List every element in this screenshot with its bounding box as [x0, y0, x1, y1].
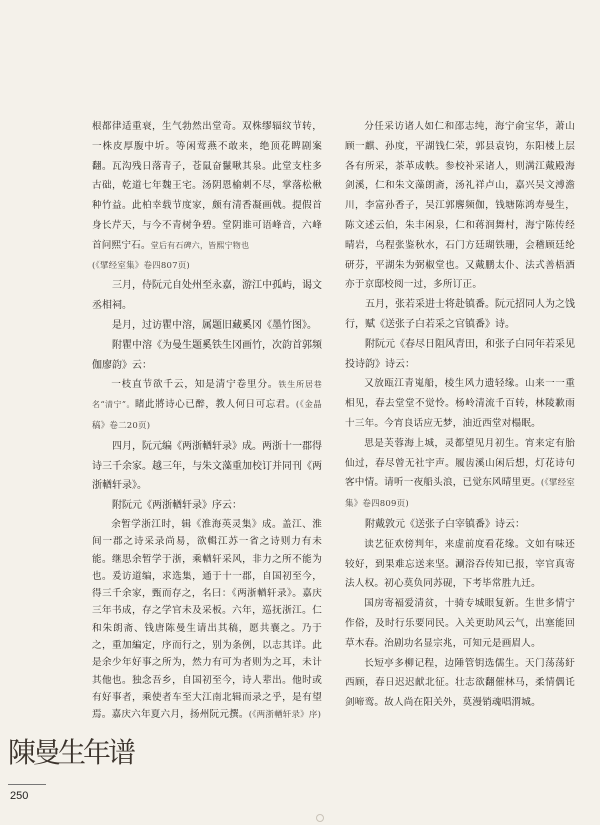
dai-poem-1: 读艺征欢傍判年，来虚前度看花缘。文如有味还较好，到果难忘送来坚。涮浴吞传知已报，宰官真寄法人权。初心莫负同苏砚，下考毕常胜九迁。 — [345, 538, 575, 590]
preface-text: 余暂学浙江时，辑《淮海英灵集》成。盖江、淮间一郡之诗采录尚易，欲輯江苏一省之诗则力有未能。继思余暂学于浙，乘輶轩采风，非力之所不能为也。爰访道编，求选集，通于十一郡，自国初至今，得三千余家，甄而存之，名曰：《两浙輶轩录》。嘉庆三年书成，存之学官未及采板。六年，巡抚浙江。仁和朱朗斋、钱唐陈曼生请出其稿，愿共襄之。乃于之，重加編定，序而行之，别为条例，以志其详。此是余少年好事之所为，然力有可为者则为之耳，未计其他也。独念吾乡，自国初至今，诗人辈出。他时或有好事者，乘使者车至大江南北辑而录之乎，是有望焉。嘉庆六年夏六月，扬州阮元撰。(《两浙輶轩录》序) — [92, 518, 322, 721]
ruan-poem-1: 又放瓯江青嵬船，棱生风力遗轻缘。山来一一重相见，春去堂堂不觉怜。杨岭清流千百转，林陵歉雨十三年。今宵良话应无梦，油近西堂对榻眠。 — [345, 378, 575, 429]
paragraph-ruan-poem-intro: 附阮元《春尽日阻风青田，和张子白同年若采见投诗韵》诗云： — [345, 338, 575, 370]
paragraph-may: 五月，张若采进士将赴镇番。阮元招同人为之饯行，赋《送张子白若采之官镇番》诗。 — [345, 299, 575, 330]
paragraph-qu-poem-intro: 附瞿中溶《为曼生题奚铁生冈画竹，次韵首郭频伽廖韵》云： — [92, 339, 322, 371]
poem-continuation: 根都律适重衰，生气勃然出堂奇。双株缪辐纹节转，一株皮厚腹中圻。等闲莺燕不敢来，绝顶花睥剧案翻。瓦沟残日落青子，苍鼠奋鬣啾其泉。此堂支柱多古础，乾道七年魏王宅。汤阴恩榆刺不尽，掌落松楸种竹益。此柏幸载节度家，颇有清香凝画戟。提假首身长芹天，与今不青树争碧。堂阴谁可语峰音，六峰首问熙宁石。堂后有石碑六，皆熙宁物也 — [92, 121, 322, 251]
preface-source: (《两浙輶轩录》序) — [248, 710, 322, 721]
dai-poem-3: 长短亭多柳记程，边陲管钥选儒生。天门荡荡紆西顾，春日迟迟献北征。壮志欲翻催林马，柔情偶讬剑啼鸾。故人尚在阳关外，莫漫销魂唱渭城。 — [345, 657, 575, 709]
page-number-rule — [8, 784, 46, 785]
qu-poem: 一枝直节欲千云，知是清宁卷里分。铁生所居巷名“清宁”。睹此將诗心已醉，教人何日可忘君。(《金晶稿》卷二20页) — [92, 379, 322, 431]
paragraph-dai-poem-intro: 附戴敦元《送张子白宰镇番》诗云： — [365, 518, 525, 530]
dai-poem-2: 国房寄褔爱清贫，十骑专城眼复新。生世多情宁作俗，及时行乐要同民。入关更助风云气，出塞能回草木春。治剧功名显宗兆，可知元是画眉人。 — [345, 598, 575, 649]
qu-poem-source: (《金晶稿》卷二20页) — [92, 400, 322, 431]
paragraph-march: 三月，侍阮元自处州至永嘉，游江中孤屿，谒文丞相祠。 — [92, 280, 322, 312]
paragraph-visit: 是月，过访瞿中溶，属题旧藏奚冈《墨竹图》。 — [112, 319, 317, 331]
compilers-list: 分任采访诸人如仁和邵志纯，海宁俞宝华，萧山顾一麒、孙度，平湖钱仁荣，郭县袁钧，东阳楼上层各有所采，茶革成帙。参校补采诸人，则满江戴殿海剑溪，仁和朱文藻朗斋，汤礼祥卢山，嘉兴吴文溥澹川，李富孙香子，吴江郭麐频伽，钱塘陈鸿寿曼生，陈文述云伯，朱丰闲泉，仁和蒋润舞村，海宁陈传经晴岩，乌程张鉴秋水，石门方廷瑚铁珊，会稽顾廷纶研芬，平湖朱为弼椒堂也。又戴鹏太仆、法式善梧酒亦于京邸校阅一过，多所订正。 — [345, 121, 575, 291]
right-column — [345, 117, 575, 713]
calligraphy-title-mark: 陳曼生年谱 — [8, 736, 134, 769]
paragraph-preface-intro: 附阮元《两浙輶轩录》序云： — [112, 500, 242, 512]
ruan-poem-2: 思是芙蓉海上城，灵都望见月初生。宵来定有胎仙过，春尽曾无社宇声。履齿溪山闲后想，灯花诗句客中情。请听一夜船头浪，已觉东风晴里更。(《揅经室集》卷四809页) — [345, 437, 575, 510]
qu-poem-note: 铁生所居巷名“清宁”。 — [92, 380, 322, 410]
poem-note: 堂后有石碑六，皆熙宁物也 — [150, 240, 250, 250]
decorative-dot — [316, 814, 324, 822]
left-column — [92, 117, 322, 725]
source-citation: (《揅经室集》卷四807页) — [92, 260, 190, 271]
page-number: 250 — [10, 790, 29, 802]
paragraph-april: 四月，阮元编《两浙輶轩录》成。两浙十一郡得诗三千余家。越三年，与朱文藻重加校订并同刊《两浙輶轩录》。 — [92, 440, 322, 492]
ruan-poem-source: (《揅经室集》卷四809页) — [345, 478, 575, 510]
